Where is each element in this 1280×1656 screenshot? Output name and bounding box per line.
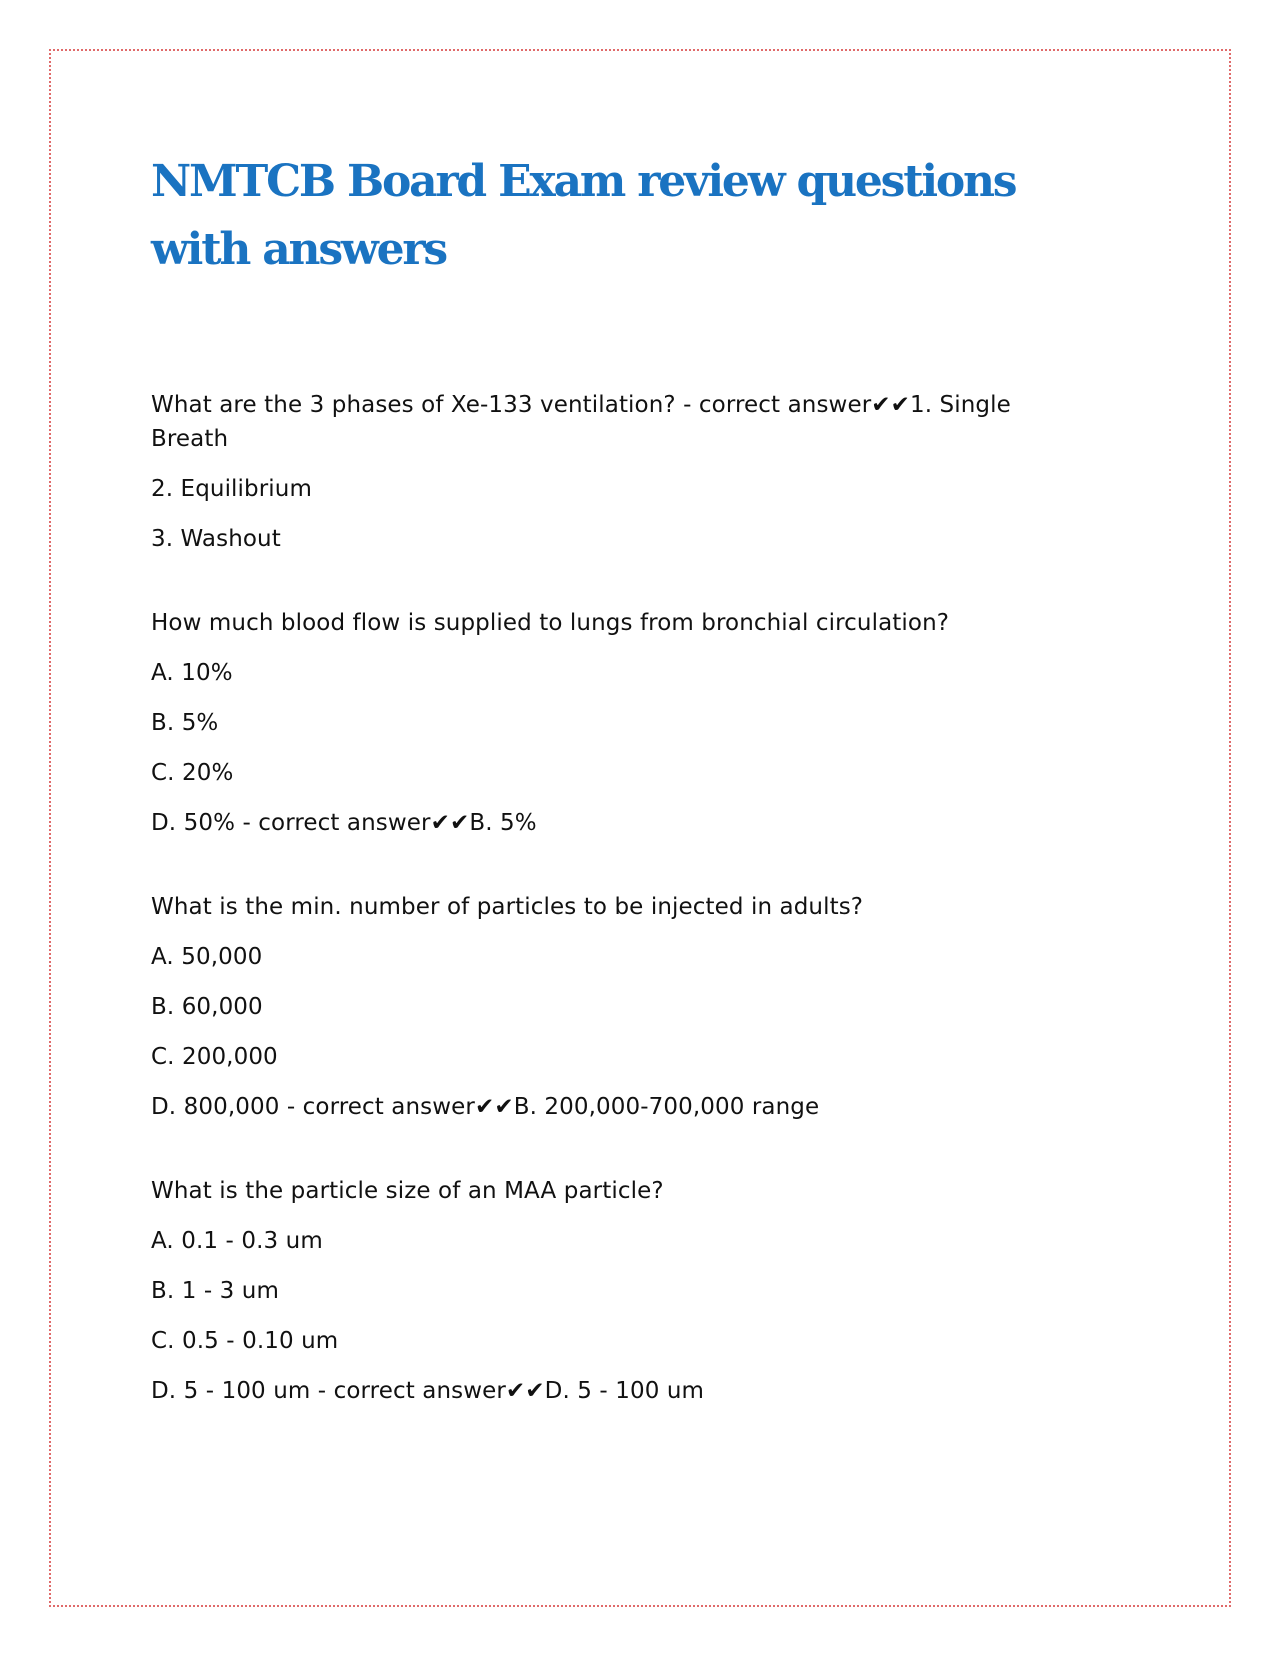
option-d-with-answer: D. 5 - 100 um - correct answer✔✔D. 5 - 100 um	[151, 1378, 705, 1404]
option-b: B. 60,000	[151, 994, 263, 1020]
option-b: B. 5%	[151, 710, 219, 736]
question-text: What is the min. number of particles to be injected in adults?	[151, 894, 864, 920]
option-d-with-answer: D. 800,000 - correct answer✔✔B. 200,000-700,000 range	[151, 1094, 820, 1120]
document-title: NMTCB Board Exam review questions with answers	[151, 156, 1016, 275]
option-c: C. 20%	[151, 760, 234, 786]
option-b: B. 1 - 3 um	[151, 1278, 279, 1304]
question-list	[151, 388, 1091, 1408]
option-a: A. 10%	[151, 660, 233, 686]
question-text: What are the 3 phases of Xe-133 ventilation? - correct answer✔✔1. Single Breath	[151, 392, 1011, 452]
option-a: A. 50,000	[151, 944, 263, 970]
question-block-bronchial-flow	[151, 606, 1091, 840]
question-text: How much blood flow is supplied to lungs from bronchial circulation?	[151, 610, 950, 636]
option-d-with-answer: D. 50% - correct answer✔✔B. 5%	[151, 810, 537, 836]
answer-line: 2. Equilibrium	[151, 476, 312, 502]
question-block-xe133	[151, 388, 1091, 556]
option-c: C. 200,000	[151, 1044, 278, 1070]
question-text: What is the particle size of an MAA particle?	[151, 1178, 664, 1204]
question-block-maa-size	[151, 1174, 1091, 1408]
answer-line: 3. Washout	[151, 526, 281, 552]
document-body	[151, 148, 1091, 1458]
question-block-particle-count	[151, 890, 1091, 1124]
option-c: C. 0.5 - 0.10 um	[151, 1328, 339, 1354]
option-a: A. 0.1 - 0.3 um	[151, 1228, 323, 1254]
